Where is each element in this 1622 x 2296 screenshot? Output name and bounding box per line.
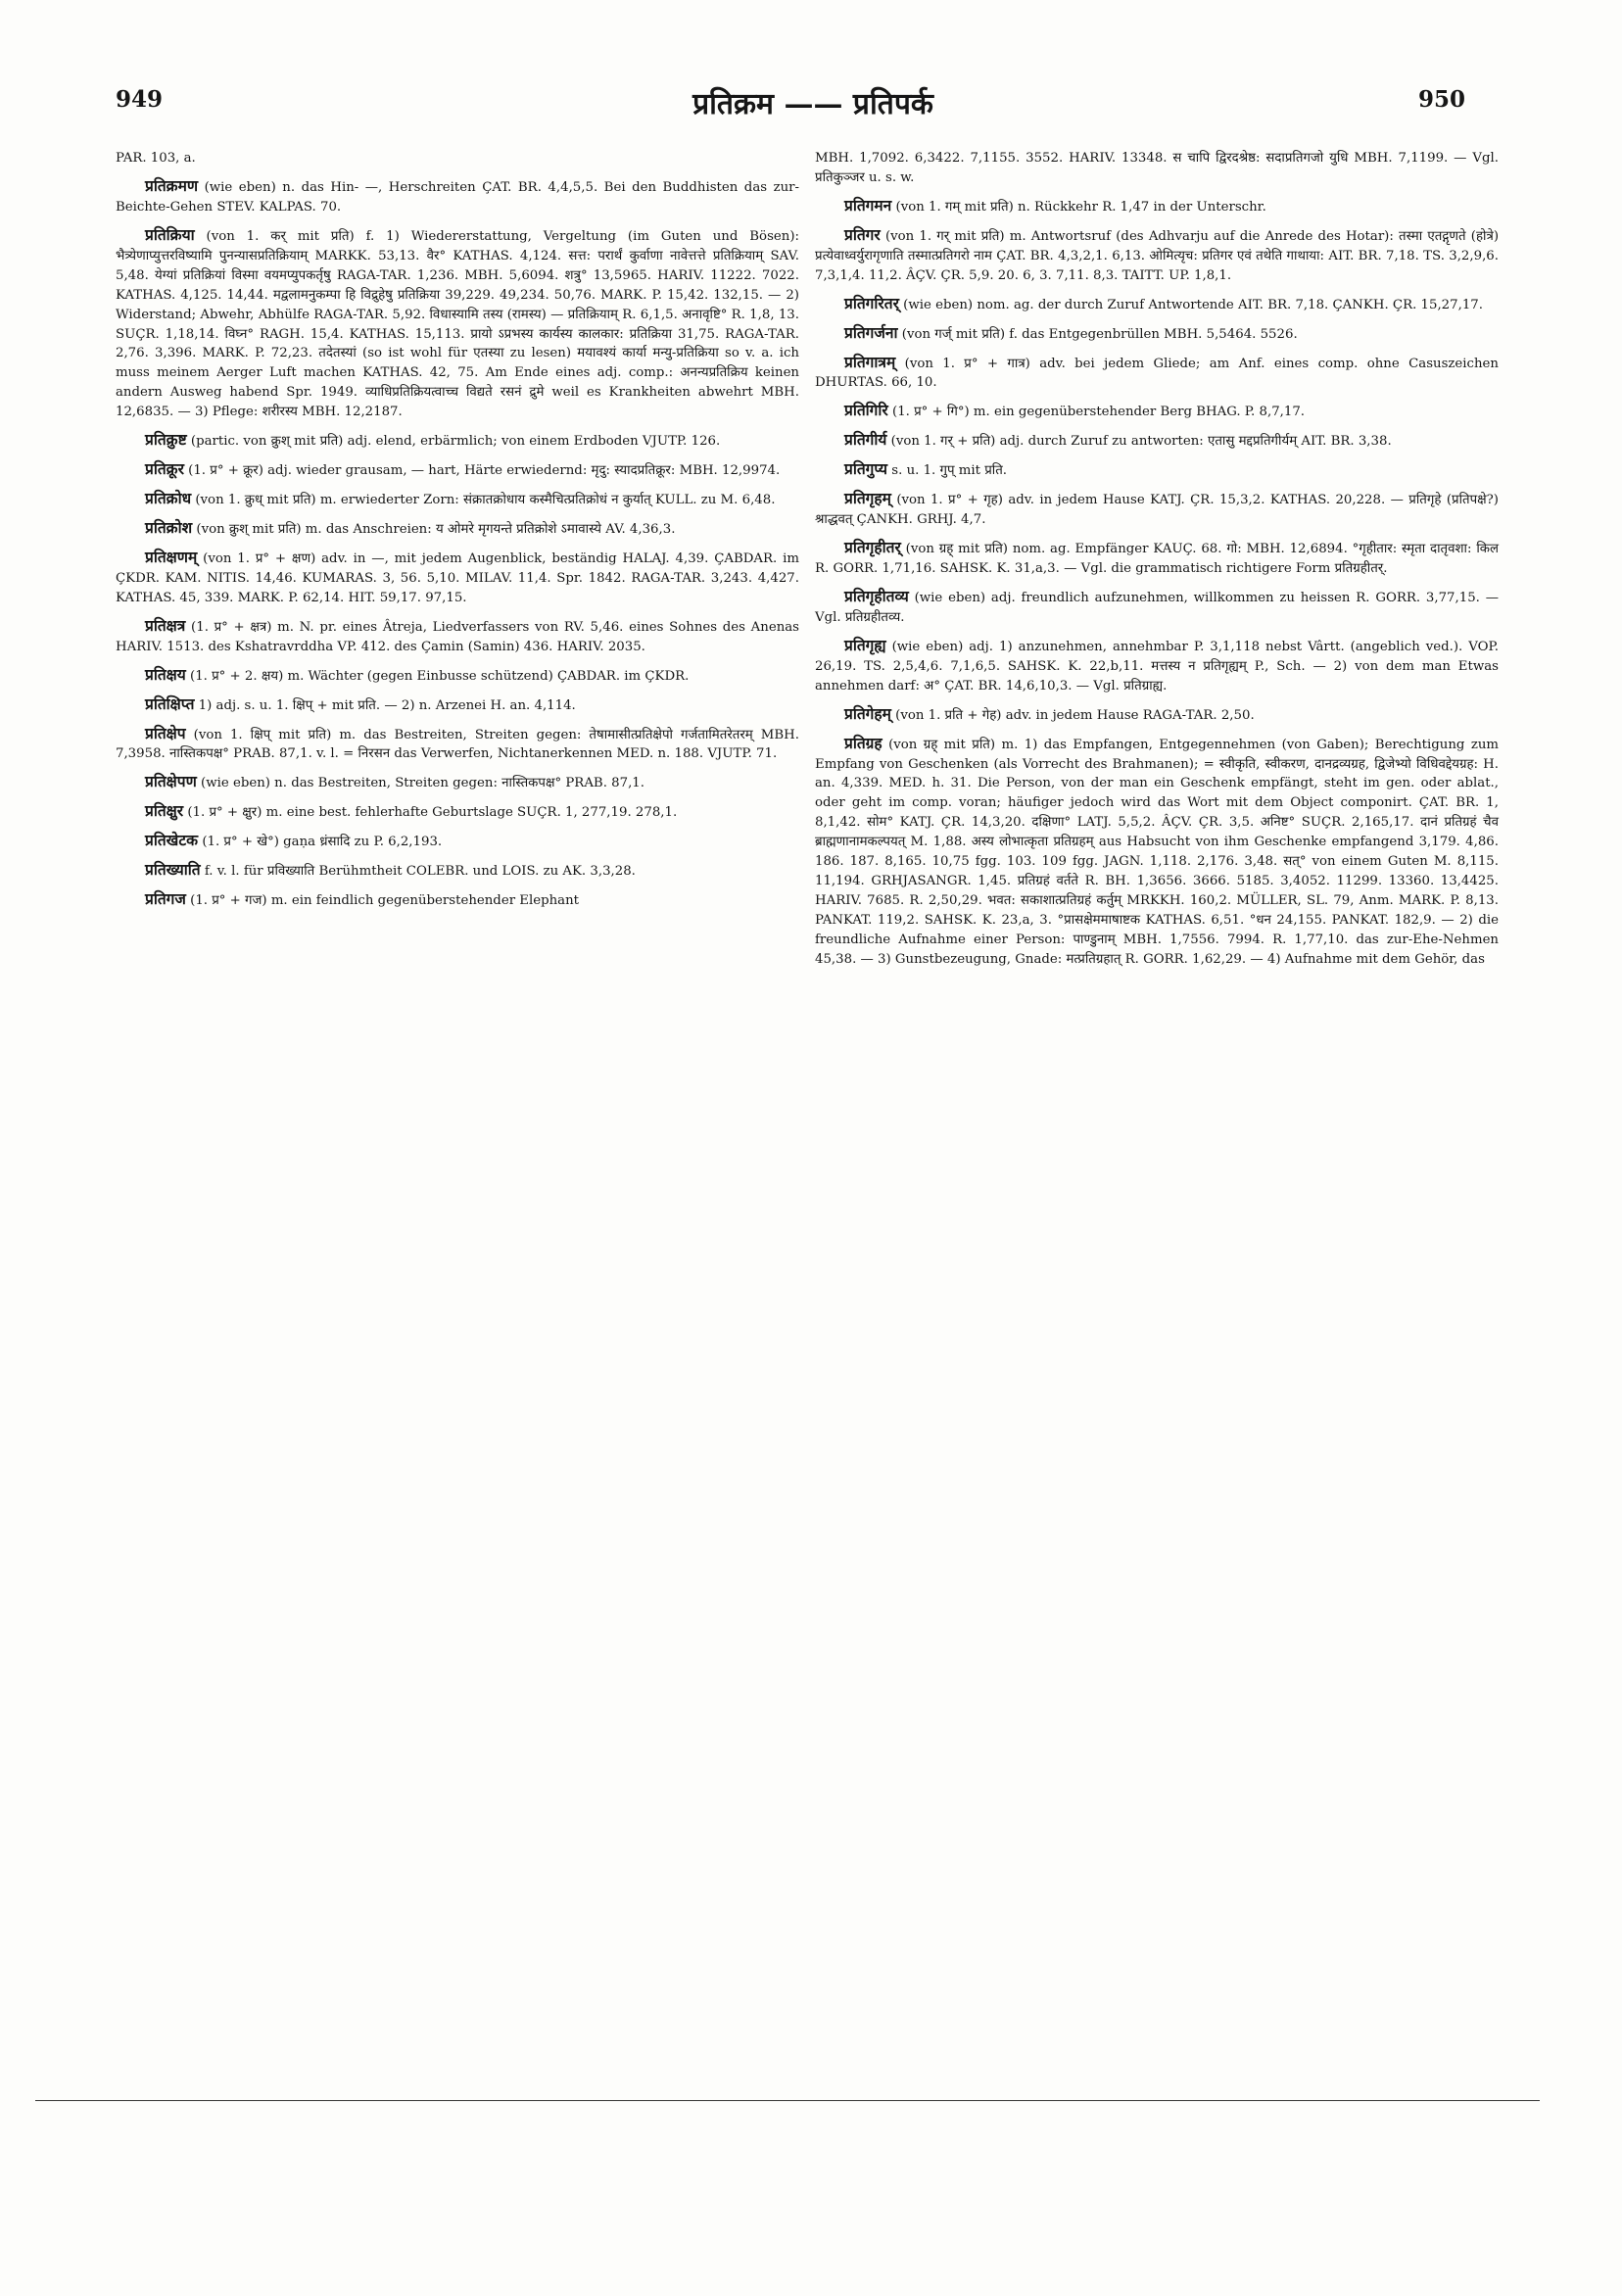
entry-headword: प्रतिगर्जना bbox=[844, 322, 898, 342]
entry-headword: प्रतिगर bbox=[844, 224, 881, 244]
entry-body: (1. प्र° + क्रूर) adj. wieder grausam, — hart, Härte erwiedernd: मृदु: स्यादप्रतिक्रूर: MBH. 12,9974. bbox=[188, 463, 781, 479]
entry-body: 1) adj. s. u. 1. क्षिप् + mit प्रति. — 2) n. Arzenei H. an. 4,114. bbox=[198, 697, 576, 713]
dictionary-entry bbox=[116, 174, 799, 217]
entry-body: (von 1. कर् mit प्रति) f. 1) Wiedererstattung, Vergeltung (im Guten und Bösen): भैत्र्येणाप्युत्तरविष्यामि पुनन्यासप्रतिक्रियाम् MARKK. 53,13. वैर° KATHAS. 4,124. सत्त: परार्थं कुर्वाणा नावेत्तत्ते प्रतिक्रियाम् SAV. 5,48. येग्यां प्रतिक्रियां विस्मा वयमप्युपकर्तृषु RAGA-TAR. 1,236. MBH. 5,6094. शत्रु° 13,5965. HARIV. 11222. 7022. KATHAS. 4,125. 14,44. मद्वलामनुकम्पा हि विद्रुहेषु प्रतिक्रिया 39,229. 49,234. 50,76. MARK. P. 15,42. 132,15. — 2) Widerstand; Abwehr, Abhülfe RAGA-TAR. 5,92. विधास्यामि तस्य (रामस्य) — प्रतिक्रियाम् R. 6,1,5. अनावृष्टि° R. 1,8, 13. SUÇR. 1,18,14. विघ्न° RAGH. 15,4. KATHAS. 15,113. प्रायो ऽप्रभस्य कार्यस्य कालकार: प्रतिक्रिया 31,75. RAGA-TAR. 2,76. 3,396. MARK. P. 72,23. तदेतस्यां (so ist wohl für एतस्या zu lesen) मयावश्यं कार्या मन्यु-प्रतिक्रिया so v. a. ich muss meinem Aerger Luft machen KATHAS. 42, 75. Am Ende eines adj. comp.: अनन्यप्रतिक्रिय keinen andern Ausweg habend Spr. 1949. व्याधिप्रतिक्रियत्वाच्च विद्यते रसनं द्रुमे weil es Krankheiten abwehrt MBH. 12,6835. — 3) Pflege: शरीरस्य MBH. 12,2187. bbox=[116, 228, 799, 420]
entry-headword: प्रतिखेटक bbox=[145, 831, 199, 850]
dictionary-entry bbox=[116, 887, 799, 911]
left-column bbox=[116, 149, 799, 917]
entry-body: (wie eben) adj. freundlich aufzunehmen, willkommen zu heissen R. GORR. 3,77,15. — Vgl. प्रतिग्रहीतव्य. bbox=[815, 590, 1499, 625]
dictionary-entry bbox=[815, 487, 1499, 530]
entry-body: (von 1. गर् + प्रति) adj. durch Zuruf zu antworten: एतासु मद्दप्रतिगीर्यम् AIT. BR. 3,38. bbox=[890, 434, 1392, 450]
entry-body: (1. प्र° + क्षुर) m. eine best. fehlerhafte Geburtslage SUÇR. 1, 277,19. 278,1. bbox=[187, 805, 678, 821]
dictionary-entry bbox=[815, 321, 1499, 345]
entry-body: (wie eben) n. das Bestreiten, Streiten gegen: नास्तिकपक्ष° PRAB. 87,1. bbox=[201, 776, 644, 791]
dictionary-entry bbox=[116, 457, 799, 481]
entry-body: (wie eben) nom. ag. der durch Zuruf Antwortende AIT. BR. 7,18. ÇANKH. ÇR. 15,27,17. bbox=[903, 297, 1483, 312]
entry-body: (von 1. गम् mit प्रति) n. Rückkehr R. 1,47 in der Unterschr. bbox=[895, 199, 1266, 215]
entry-body: MBH. 1,7092. 6,3422. 7,1155. 3552. HARIV. 13348. स चापि द्विरदश्रेष्ठ: सदाप्रतिगजो युधि MBH. 7,1199. — Vgl. प्रतिकुञ्जर u. s. w. bbox=[815, 151, 1499, 185]
entry-headword: प्रतिगात्रम् bbox=[844, 352, 896, 371]
entry-headword: प्रतिक्षय bbox=[145, 664, 186, 684]
entry-body: (von 1. प्र° + गात्र) adv. bei jedem Gliede; am Anf. eines comp. ohne Casuszeichen DHURTAS. 66, 10. bbox=[815, 356, 1499, 391]
dictionary-entry bbox=[815, 149, 1499, 188]
entry-body: (1. प्र° + गि°) m. ein gegenüberstehender Berg BHAG. P. 8,7,17. bbox=[892, 405, 1306, 420]
entry-body: (von क्रुश् mit प्रति) m. das Anschreien: य ओमरे मृगयन्ते प्रतिक्रोशे ऽमावास्ये AV. 4,36,3. bbox=[196, 522, 676, 537]
entry-body: (von गर्ज् mit प्रति) f. das Entgegenbrüllen MBH. 5,5464. 5526. bbox=[901, 326, 1298, 342]
entry-headword: प्रतिक्रोध bbox=[145, 489, 192, 508]
entry-headword: प्रतिगुप्य bbox=[844, 459, 888, 479]
entry-headword: प्रतिगृहीतव्य bbox=[844, 586, 909, 605]
entry-body: PAR. 103, a. bbox=[116, 151, 196, 166]
entry-headword: प्रतिक्रुष्ट bbox=[145, 430, 187, 450]
dictionary-entry bbox=[116, 770, 799, 793]
entry-headword: प्रतिक्रिया bbox=[145, 224, 195, 244]
entry-headword: प्रतिगेहम् bbox=[844, 703, 891, 723]
entry-body: (1. प्र° + क्षत्र) m. N. pr. eines Âtreja, Liedverfassers von RV. 5,46. eines Sohnes des Anenas HARIV. 1513. des Kshatravrddha VP. 412. des Çamin (Samin) 436. HARIV. 2035. bbox=[116, 619, 800, 654]
entry-headword: प्रतिख्याति bbox=[145, 860, 201, 880]
entry-headword: प्रतिगीर्य bbox=[844, 430, 887, 450]
dictionary-entry bbox=[116, 858, 799, 882]
entry-headword: प्रतिगिरि bbox=[844, 401, 888, 420]
dictionary-entry bbox=[116, 829, 799, 852]
entry-body: (von 1. प्र° + गृह) adv. in jedem Hause KATJ. ÇR. 15,3,2. KATHAS. 20,228. — प्रतिगृहे (प्रतिपक्षे?) श्राद्धवत् ÇANKH. GRHJ. 4,7. bbox=[815, 493, 1499, 528]
entry-headword: प्रतिक्षेपण bbox=[145, 772, 197, 791]
entry-headword: प्रतिगमन bbox=[844, 195, 892, 215]
left-page-number: 949 bbox=[116, 86, 164, 113]
dictionary-entry bbox=[116, 487, 799, 510]
entry-body: (von 1. प्र° + क्षण) adv. in —, mit jedem Augenblick, beständig HALAJ. 4,39. ÇABDAR. im ÇKDR. KAM. NITIS. 14,46. KUMARAS. 3, 56. 5,10. MILAV. 11,4. Spr. 1842. RAGA-TAR. 3,243. 4,427. KATHAS. 45, 339. MARK. P. 62,14. HIT. 59,17. 97,15. bbox=[116, 550, 799, 605]
entry-body: (1. प्र° + खे°) gaṇa ध्रंसादि zu P. 6,2,193. bbox=[202, 835, 443, 850]
entry-body: (partic. von क्रुश् mit प्रति) adj. elend, erbärmlich; von einem Erdboden VJUTP. 126. bbox=[190, 434, 721, 450]
dictionary-entry bbox=[116, 223, 799, 422]
entry-body: (1. प्र° + 2. क्षय) m. Wächter (gegen Einbusse schützend) ÇABDAR. im ÇKDR. bbox=[190, 668, 690, 684]
right-page-number: 950 bbox=[1418, 86, 1466, 113]
dictionary-entry bbox=[815, 351, 1499, 394]
entry-headword: प्रतिगरितर् bbox=[844, 293, 899, 312]
dictionary-entry bbox=[116, 722, 799, 765]
dictionary-entry bbox=[815, 194, 1499, 217]
entry-headword: प्रतिगज bbox=[145, 889, 186, 909]
dictionary-entry bbox=[116, 546, 799, 608]
entry-headword: प्रतिक्रमण bbox=[145, 175, 199, 195]
entry-headword: प्रतिगृहीतर् bbox=[844, 538, 901, 557]
entry-body: (wie eben) adj. 1) anzunehmen, annehmbar P. 3,1,118 nebst Vârtt. (angeblich ved.). VOP. 26,19. TS. 2,5,4,6. 7,1,6,5. SAHSK. K. 22,b,11. मत्तस्य न प्रतिगृह्यम् P., Sch. — 2) von dem man Etwas annehmen darf: अ° ÇAT. BR. 14,6,10,3. — Vgl. प्रतिग्राह्य. bbox=[815, 639, 1499, 694]
right-column bbox=[815, 149, 1499, 976]
running-title: प्रतिक्रम —— प्रतिपर्क bbox=[692, 87, 933, 121]
entry-body: (von 1. क्रुध् mit प्रति) m. erwiederter Zorn: संक्रातक्रोधाय कस्मैचित्प्रतिक्रोधं न कुर्यात् KULL. zu M. 6,48. bbox=[195, 493, 776, 508]
dictionary-entry bbox=[815, 399, 1499, 422]
entry-body: (von 1. गर् mit प्रति) m. Antwortsruf (des Adhvarju auf die Anrede des Hotar): तस्मा एतद्गृणते (होत्रे) प्रत्येवाध्वर्युरागृणाति तस्मात्प्रतिगरो नाम ÇAT. BR. 4,3,2,1. 6,13. ओमित्यृच: प्रतिगर एवं तथेति गाथाया: AIT. BR. 7,18. TS. 3,2,9,6. 7,3,1,4. 11,2. ÂÇV. ÇR. 5,9. 20. 6, 3. 7,11. 8,3. TAITT. UP. 1,8,1. bbox=[815, 228, 1500, 283]
dictionary-entry bbox=[815, 536, 1499, 579]
entry-headword: प्रतिगृह्य bbox=[844, 635, 886, 654]
entry-body: s. u. 1. गुप् mit प्रति. bbox=[891, 463, 1008, 479]
entry-headword: प्रतिक्षुर bbox=[145, 801, 184, 821]
bottom-rule bbox=[35, 2100, 1540, 2101]
entry-headword: प्रतिग्रह bbox=[844, 733, 883, 752]
dictionary-entry bbox=[815, 634, 1499, 696]
entry-body: (von 1. प्रति + गेह) adv. in jedem Hause RAGA-TAR. 2,50. bbox=[895, 707, 1255, 723]
dictionary-entry bbox=[815, 428, 1499, 452]
dictionary-entry bbox=[815, 732, 1499, 970]
entry-body: (von ग्रह् mit प्रति) nom. ag. Empfänger KAUÇ. 68. गो: MBH. 12,6894. °गृहीतार: स्मृता दातृवशा: किल R. GORR. 1,71,16. SAHSK. K. 31,a,3. — Vgl. die grammatisch richtigere Form प्रतिग्रहीतर्. bbox=[815, 542, 1499, 576]
entry-body: (von 1. क्षिप् mit प्रति) m. das Bestreiten, Streiten gegen: तेषामासीत्प्रतिक्षेपो गर्जतामितरेतरम् MBH. 7,3958. नास्तिकपक्ष° PRAB. 87,1. v. l. = निरसन das Verwerfen, Nichtanerkennen MED. n. 188. VJUTP. 71. bbox=[116, 727, 799, 762]
dictionary-entry bbox=[116, 614, 799, 657]
entry-headword: प्रतिक्षत्र bbox=[145, 615, 186, 635]
entry-headword: प्रतिक्रूर bbox=[145, 459, 184, 479]
entry-headword: प्रतिक्षेप bbox=[145, 723, 186, 742]
dictionary-entry bbox=[815, 292, 1499, 315]
entry-headword: प्रतिक्षणम् bbox=[145, 547, 198, 566]
dictionary-entry bbox=[116, 428, 799, 452]
entry-body: (von ग्रह् mit प्रति) m. 1) das Empfangen, Entgegennehmen (von Gaben); Berechtigung zum Empfang von Geschenken (als Vorrecht des Brahmanen); = स्वीकृति, स्वीकरण, दानद्रव्यग्रह, द्विजेभ्यो विधिवद्देयग्रह: H. an. 4,339. MED. h. 31. Die Person, von der man ein Geschenk empfängt, steht im gen. oder ablat., oder geht im comp. voran; häufiger jedoch wird das Wort mit dem Object componirt. ÇAT. BR. 1, 8,1,42. सोम° KATJ. ÇR. 14,3,20. दक्षिणा° LATJ. 5,5,2. ÂÇV. ÇR. 3,5. अनिष्ट° SUÇR. 2,165,17. दानं प्रतिग्रहं चैव ब्राह्मणानामकल्पयत् M. 1,88. अस्य लोभात्कृता प्रतिग्रहम् aus Habsucht von ihm Geschenke empfangend 3,179. 4,86. 186. 187. 8,165. 10,75 fgg. 103. 109 fgg. JAGN. 1,118. 2,176. 3,48. सत्° von einem Guten M. 8,115. 11,194. GRHJASANGR. 1,45. प्रतिग्रहं वर्तते R. BH. 1,3656. 3666. 5185. 3,4052. 11299. 13360. 13,4425. HARIV. 7685. R. 2,50,29. भवत: सकाशात्प्रतिग्रहं कर्तुम् MRKKH. 160,2. MÜLLER, SL. 79, Anm. MARK. P. 8,13. PANKAT. 119,2. SAHSK. K. 23,a, 3. °प्रासक्षेममाषाष्टक KATHAS. 6,51. °धन 24,155. PANKAT. 182,9. — 2) die freundliche Aufnahme einer Person: पाण्डुनाम् MBH. 1,7556. 7994. R. 1,77,10. das zur-Ehe-Nehmen 45,38. — 3) Gunstbezeugung, Gnade: मत्प्रतिग्रहात् R. GORR. 1,62,29. — 4) Aufnahme mit dem Gehör, das bbox=[815, 737, 1499, 967]
dictionary-entry bbox=[815, 457, 1499, 481]
entry-body: (1. प्र° + गज) m. ein feindlich gegenüberstehender Elephant bbox=[190, 893, 580, 909]
dictionary-entry bbox=[815, 223, 1499, 286]
dictionary-entry bbox=[116, 693, 799, 716]
dictionary-entry bbox=[116, 799, 799, 823]
dictionary-entry bbox=[116, 663, 799, 687]
dictionary-entry bbox=[815, 585, 1499, 628]
entry-headword: प्रतिगृहम् bbox=[844, 489, 891, 508]
entry-headword: प्रतिक्षिप्त bbox=[145, 694, 195, 713]
dictionary-entry bbox=[116, 516, 799, 540]
entry-headword: प्रतिक्रोश bbox=[145, 518, 193, 537]
dictionary-entry bbox=[815, 702, 1499, 726]
entry-body: f. v. l. für प्रविख्याति Berühmtheit COLEBR. und LOIS. zu AK. 3,3,28. bbox=[204, 864, 636, 880]
entry-body: (wie eben) n. das Hin- —, Herschreiten ÇAT. BR. 4,4,5,5. Bei den Buddhisten das zur-Beichte-Gehen STEV. KALPAS. 70. bbox=[116, 179, 799, 215]
dictionary-entry bbox=[116, 149, 799, 168]
